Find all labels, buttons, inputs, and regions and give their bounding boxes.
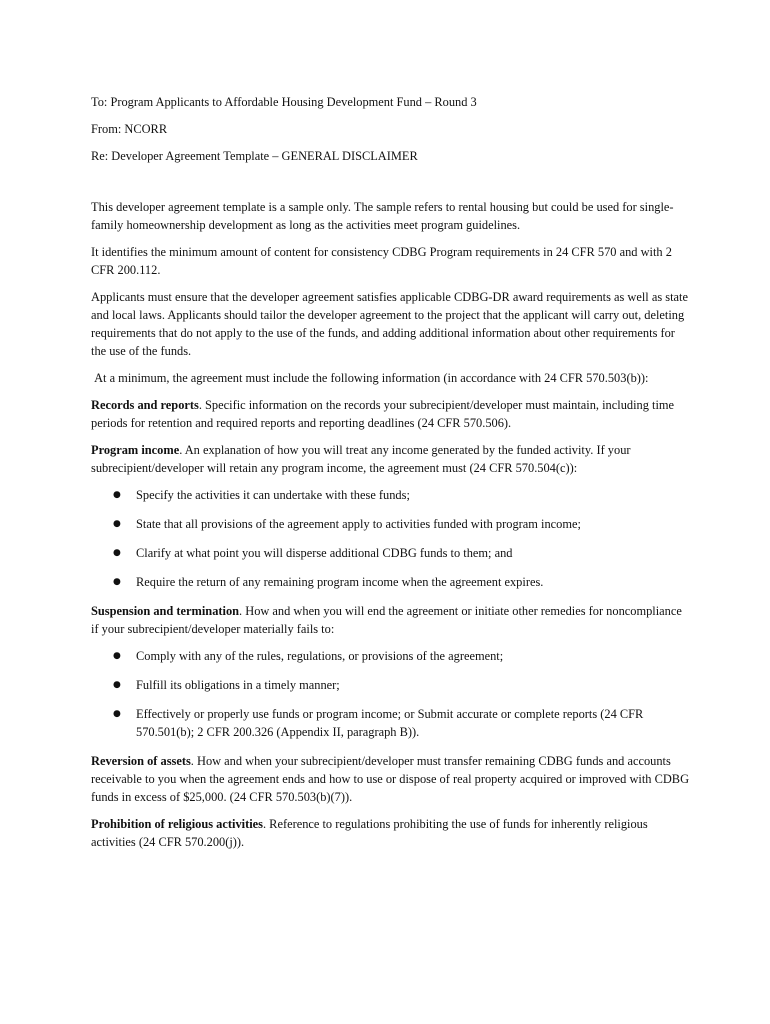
list-item-text: Effectively or properly use funds or program income; or Submit accurate or complete reports (24 CFR 570.501(b); 2 CFR 200.326 (Appendix II, paragraph B)). bbox=[136, 707, 644, 739]
reversion-section bbox=[91, 752, 691, 806]
reversion-text: . How and when your subrecipient/developer must transfer remaining CDBG funds and accounts receivable to you when the agreement ends and how to use or dispose of real property acquired or improved with CDBG funds in excess of $25,000. (24 CFR 570.503(b)(7)). bbox=[91, 754, 690, 804]
income-bullet-list bbox=[91, 486, 691, 591]
suspension-text: . How and when you will end the agreement or initiate other remedies for noncompliance if your subrecipient/developer materially fails to: bbox=[91, 604, 682, 636]
religious-text: . Reference to regulations prohibiting the use of funds for inherently religious activities (24 CFR 570.200(j)). bbox=[91, 817, 648, 849]
records-text: . Specific information on the records your subrecipient/developer must maintain, including time periods for retention and required reports and reporting deadlines (24 CFR 570.506). bbox=[91, 398, 675, 430]
requirements-paragraph: It identifies the minimum amount of content for consistency CDBG Program requirements in 24 CFR 570 and with 2 CFR 200.112. bbox=[91, 245, 672, 277]
list-item-text: Comply with any of the rules, regulations, or provisions of the agreement; bbox=[136, 649, 504, 663]
bullet-icon: ● bbox=[113, 651, 121, 661]
records-heading: Records and reports bbox=[91, 398, 199, 412]
suspension-heading: Suspension and termination bbox=[91, 604, 240, 618]
disclaimer-paragraph: This developer agreement template is a sample only. The sample refers to rental housing but could be used for single-family homeownership development as long as the activities meet program guidelines. bbox=[91, 200, 674, 232]
suspension-section bbox=[91, 602, 691, 638]
list-item bbox=[91, 647, 691, 665]
income-text: . An explanation of how you will treat any income generated by the funded activity. If your subrecipient/developer will retain any program income, the agreement must (24 CFR 570.504(c)): bbox=[91, 443, 631, 475]
list-item bbox=[91, 515, 691, 533]
bullet-icon: ● bbox=[113, 709, 121, 719]
list-item bbox=[91, 705, 691, 741]
minimum-paragraph: At a minimum, the agreement must include the following information (in accordance with 24 CFR 570.503(b)): bbox=[91, 371, 649, 385]
bullet-icon: ● bbox=[113, 519, 121, 529]
income-section bbox=[91, 441, 691, 477]
list-item bbox=[91, 676, 691, 694]
list-item bbox=[91, 573, 691, 591]
list-item bbox=[91, 486, 691, 504]
religious-heading: Prohibition of religious activities bbox=[91, 817, 263, 831]
memo-from-line: From: NCORR bbox=[91, 122, 168, 136]
religious-section bbox=[91, 815, 691, 851]
bullet-icon: ● bbox=[113, 680, 121, 690]
records-section bbox=[91, 396, 691, 432]
list-item-text: Require the return of any remaining program income when the agreement expires. bbox=[136, 575, 544, 589]
memo-to-line: To: Program Applicants to Affordable Housing Development Fund – Round 3 bbox=[91, 95, 477, 109]
reversion-heading: Reversion of assets bbox=[91, 754, 191, 768]
list-item-text: Clarify at what point you will disperse additional CDBG funds to them; and bbox=[136, 546, 513, 560]
memo-re-line: Re: Developer Agreement Template – GENERAL DISCLAIMER bbox=[91, 149, 418, 163]
document-page bbox=[91, 93, 691, 860]
list-item bbox=[91, 544, 691, 562]
income-heading: Program income bbox=[91, 443, 180, 457]
suspension-bullet-list bbox=[91, 647, 691, 741]
bullet-icon: ● bbox=[113, 577, 121, 587]
bullet-icon: ● bbox=[113, 490, 121, 500]
applicants-paragraph: Applicants must ensure that the developer agreement satisfies applicable CDBG-DR award requirements as well as state and local laws. Applicants should tailor the developer agreement to the project that the applicant will carry out, deleting requirements that do not apply to the use of the funds, and adding additional information about other requirements for the use of the funds. bbox=[91, 290, 688, 358]
bullet-icon: ● bbox=[113, 548, 121, 558]
list-item-text: State that all provisions of the agreement apply to activities funded with program income; bbox=[136, 517, 581, 531]
list-item-text: Specify the activities it can undertake with these funds; bbox=[136, 488, 410, 502]
list-item-text: Fulfill its obligations in a timely manner; bbox=[136, 678, 340, 692]
